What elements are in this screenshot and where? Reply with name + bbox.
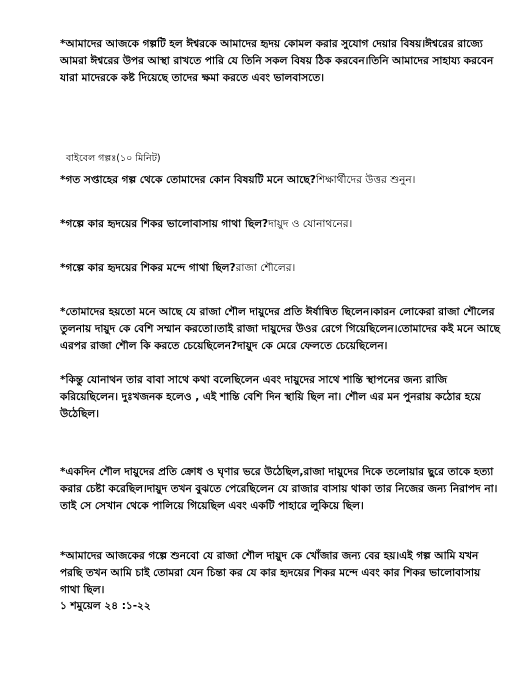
scripture-reference: ১ শমুয়েল ২৪ :১-২২ bbox=[60, 600, 151, 612]
answer-text: দায়ুদ ও যোনাথনের। bbox=[268, 218, 353, 230]
question-text: *গত সপ্তাহের গল্প থেকে তোমাদের কোন বিষয়টি মনে আছে? bbox=[60, 174, 316, 186]
intro-paragraph: *আমাদের আজকে গল্পটি হল ঈশ্বরকে আমাদের হৃদয় কোমল করার সুযোগ দেয়ার বিষয়।ঈশ্বরের রাজ্যে আমরা ঈশ্বরের উপর আস্থা রাখতে পারি যে তিনি সকল বিষয় ঠিক করবেন।তিনি আমাদের সাহায্য করবেন যারা মাদেরকে কষ্ট দিয়েছে তাদের ক্ষমা করতে এবং ভালবাসতে। bbox=[60, 38, 494, 84]
answer-text: শিক্ষার্থীদের উত্তর শুনুন। bbox=[315, 174, 416, 186]
answer-text: রাজা শৌলের। bbox=[235, 262, 296, 274]
today-story-paragraph: *আমাদের আজকের গল্পে শুনবো যে রাজা শৌল দায়ুদ কে খোঁজার জন্য বের হয়।এই গল্প আমি যখন পরছি তখন আমি চাই তোমরা যেন চিন্তা কর যে কার হৃদয়ের শিকর মন্দে এবং কার শিকর ভালোবাসায় গাথা ছিল। bbox=[60, 550, 481, 596]
question-text: *গল্পে কার হৃদয়ের শিকর ভালোবাসায় গাথা ছিল? bbox=[60, 218, 269, 230]
question-last-week bbox=[60, 172, 520, 189]
jonathan-paragraph: *কিন্তু যোনাথন তার বাবা সাথে কথা বলেছিলেন এবং দায়ুদের সাথে শান্তি স্থাপনের জন্য রাজি করিয়েছিলেন। দুঃখজনক হলেও , এই শান্তি বেশি দিন স্থায়ি ছিল না। শৌল এর মন পুনরায় কঠোর হয়ে উঠেছিল। bbox=[60, 374, 481, 420]
spear-paragraph: *একদিন শৌল দায়ুদের প্রতি ক্রোধ ও ঘৃণার ভরে উঠেছিল,রাজা দায়ুদের দিকে তলোয়ার ছুরে তাকে হত্যা করার চেষ্টা করেছিল।দায়ুদ তখন বুঝতে পেরেছিলেন যে রাজার বাসায় থাকা তার নিজের জন্য নিরাপদ না।তাই সে সেখান থেকে পালিয়ে গিয়েছিল এবং একটি পাহারে লুকিয়ে ছিল। bbox=[60, 466, 498, 512]
question-love-root bbox=[60, 216, 500, 233]
question-evil-root bbox=[60, 260, 500, 277]
question-text: *গল্পে কার হৃদয়ের শিকর মন্দে গাথা ছিল? bbox=[60, 262, 236, 274]
story-heading: বাইবেল গল্পঃ(১০ মিনিট) bbox=[66, 153, 161, 164]
jealousy-paragraph: *তোমাদের হয়তো মনে আছে যে রাজা শৌল দায়ুদের প্রতি ঈর্ষান্বিত ছিলেন।কারন লোকেরা রাজা শৌলের তুলনায় দায়ুদ কে বেশি সম্মান করতো।তাই রাজা দায়ুদের উওর রেগে গিয়েছিলেন।তোমাদের কই মনে আছে এরপর রাজা শৌল কি করতে চেয়েছিলেন?দায়ুদ কে মেরে ফেলতে চেয়েছিলেন। bbox=[60, 306, 500, 352]
